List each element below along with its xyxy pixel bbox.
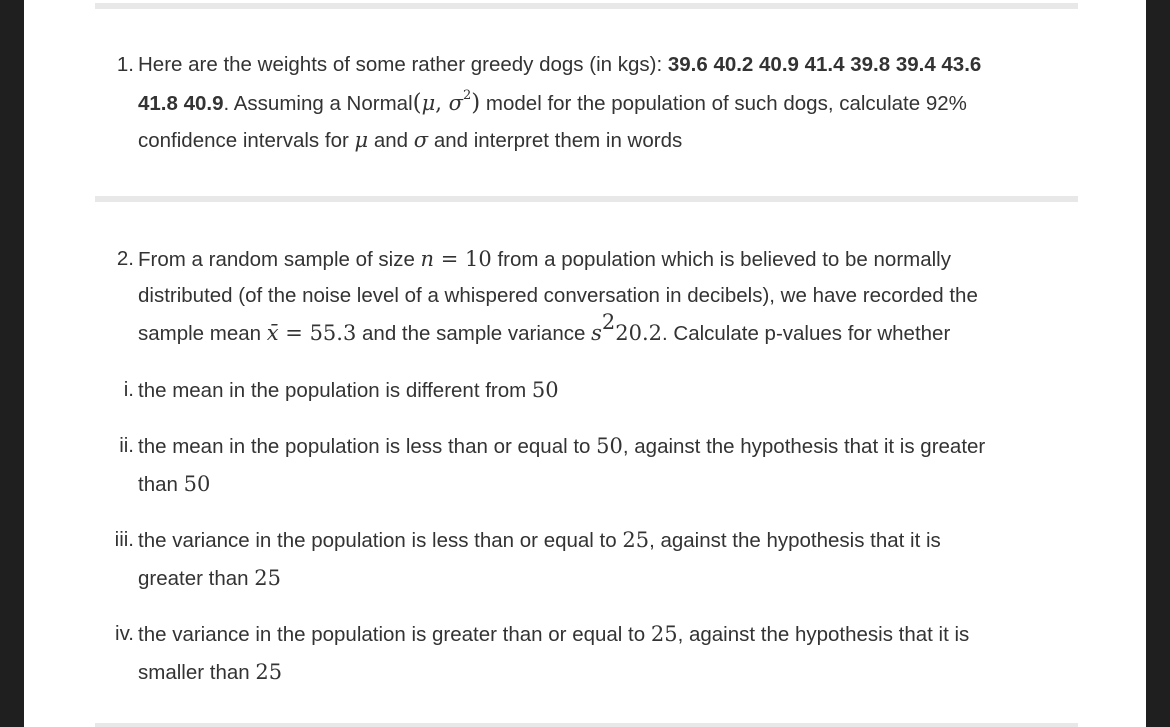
q1-line-2 [138,88,967,116]
q2-line-1: From a random sample of size n = 10 from a population which is believed to be normally [138,247,951,271]
q1-intro: Here are the weights of some rather greedy dogs (in kgs): [138,53,668,76]
q2-line-3: sample mean x̄ = 55.3 and the sample variance $s^220.2$. Calculate p-values for whether [138,310,951,345]
divider-middle [95,196,1078,202]
q2-item-iii-line-2: greater than 25 [138,566,281,590]
divider-top [95,3,1078,9]
q2-item-ii-line-1: the mean in the population is less than or equal to 50, against the hypothesis that it is greater [138,434,986,458]
q2-item-iv-line-2: smaller than 25 [138,660,283,684]
q1-assuming: . Assuming a Normal [223,92,413,115]
q2-item-iii-line-1: the variance in the population is less than or equal to 25, against the hypothesis that it is [138,528,941,552]
q1-number: 1. [116,53,134,76]
q2-number: 2. [116,247,134,270]
q1-model-params: (μ, $\sigma^2$) [412,88,481,116]
q2-line-2: distributed (of the noise level of a whispered conversation in decibels), we have recorded the [138,284,978,307]
q1-line-1 [138,53,981,77]
q2-item-iv-line-1: the variance in the population is greater than or equal to 25, against the hypothesis that it is [138,622,970,646]
q2-item-i-label: i. [123,378,134,401]
divider-bottom [95,723,1078,727]
q2-item-ii-label: ii. [119,434,134,457]
q2-item-i: the mean in the population is different from 50 [138,378,559,402]
document-page [24,0,1146,727]
q2-item-iii-label: iii. [114,528,134,551]
q1-weights-cont: 41.8 40.9 [138,92,224,115]
q1-weights: 39.6 40.2 40.9 41.4 39.8 39.4 43.6 [667,53,982,76]
q1-model-text: model for the population of such dogs, calculate 92% [480,92,967,115]
q1-line-3: confidence intervals for μ and σ and interpret them in words [138,128,683,152]
q2-item-ii-line-2: than 50 [138,472,211,496]
q2-item-iv-label: iv. [115,622,134,645]
